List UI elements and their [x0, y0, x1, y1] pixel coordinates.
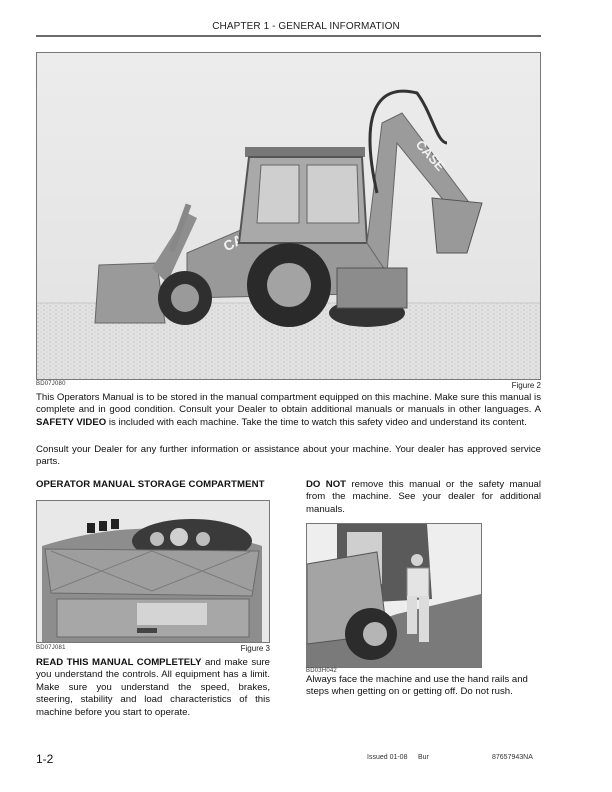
do-not-remove-text: remove this manual or the safety manual from the machine. See your dealer for additional manuals. [306, 479, 541, 515]
issue-location: Bur [418, 754, 429, 761]
figure-2-photo [36, 52, 541, 380]
figure-2-label: Figure 2 [511, 381, 541, 390]
do-not-remove-paragraph [306, 479, 541, 516]
chapter-title: CHAPTER 1 - GENERAL INFORMATION [212, 21, 400, 32]
intro-paragraph [36, 392, 541, 429]
figure-3-id: BD07J081 [36, 645, 66, 651]
intro-text-part2: is included with each machine. Take the time to watch this safety video and understand its content. [106, 416, 527, 428]
intro-text-part1: This Operators Manual is to be stored in the manual compartment equipped on this machine. Make sure this manual is complete and in good condition. Consult your Dealer to obtain additional manuals or manuals in other languages. A [36, 392, 541, 416]
safety-video-emphasis: SAFETY VIDEO [36, 416, 107, 428]
dealer-paragraph: Consult your Dealer for any further information or assistance about your machine. Your dealer has approved service parts. [36, 444, 541, 468]
storage-compartment-image [37, 501, 269, 642]
read-manual-paragraph [36, 657, 270, 719]
figure-3-label: Figure 3 [240, 644, 270, 653]
read-manual-emphasis: READ THIS MANUAL COMPLETELY [36, 657, 202, 668]
do-not-emphasis: DO NOT [306, 479, 347, 490]
backhoe-loader-image [37, 53, 540, 379]
figure-3-photo [36, 500, 270, 643]
issued-date: Issued 01-08 [367, 754, 408, 761]
part-number: 87657943NA [492, 754, 533, 761]
read-manual-text: and make sure you understand the controls. All equipment has a limit. Make sure you understand the speed, brakes, steering, stability and load characteristics of this machine before you start to operate. [36, 657, 270, 718]
header-rule [36, 35, 541, 37]
storage-compartment-heading: OPERATOR MANUAL STORAGE COMPARTMENT [36, 479, 265, 490]
operator-boarding-image [307, 524, 481, 667]
figure-2-id: BD07J080 [36, 381, 66, 387]
svg-text:CASE: CASE [412, 136, 449, 174]
figure-4-photo [306, 523, 482, 668]
figure-4-id: BD03H042 [306, 668, 337, 674]
face-machine-paragraph: Always face the machine and use the hand rails and steps when getting on or getting off. Do not rush. [306, 674, 528, 698]
page-number: 1-2 [36, 752, 54, 766]
